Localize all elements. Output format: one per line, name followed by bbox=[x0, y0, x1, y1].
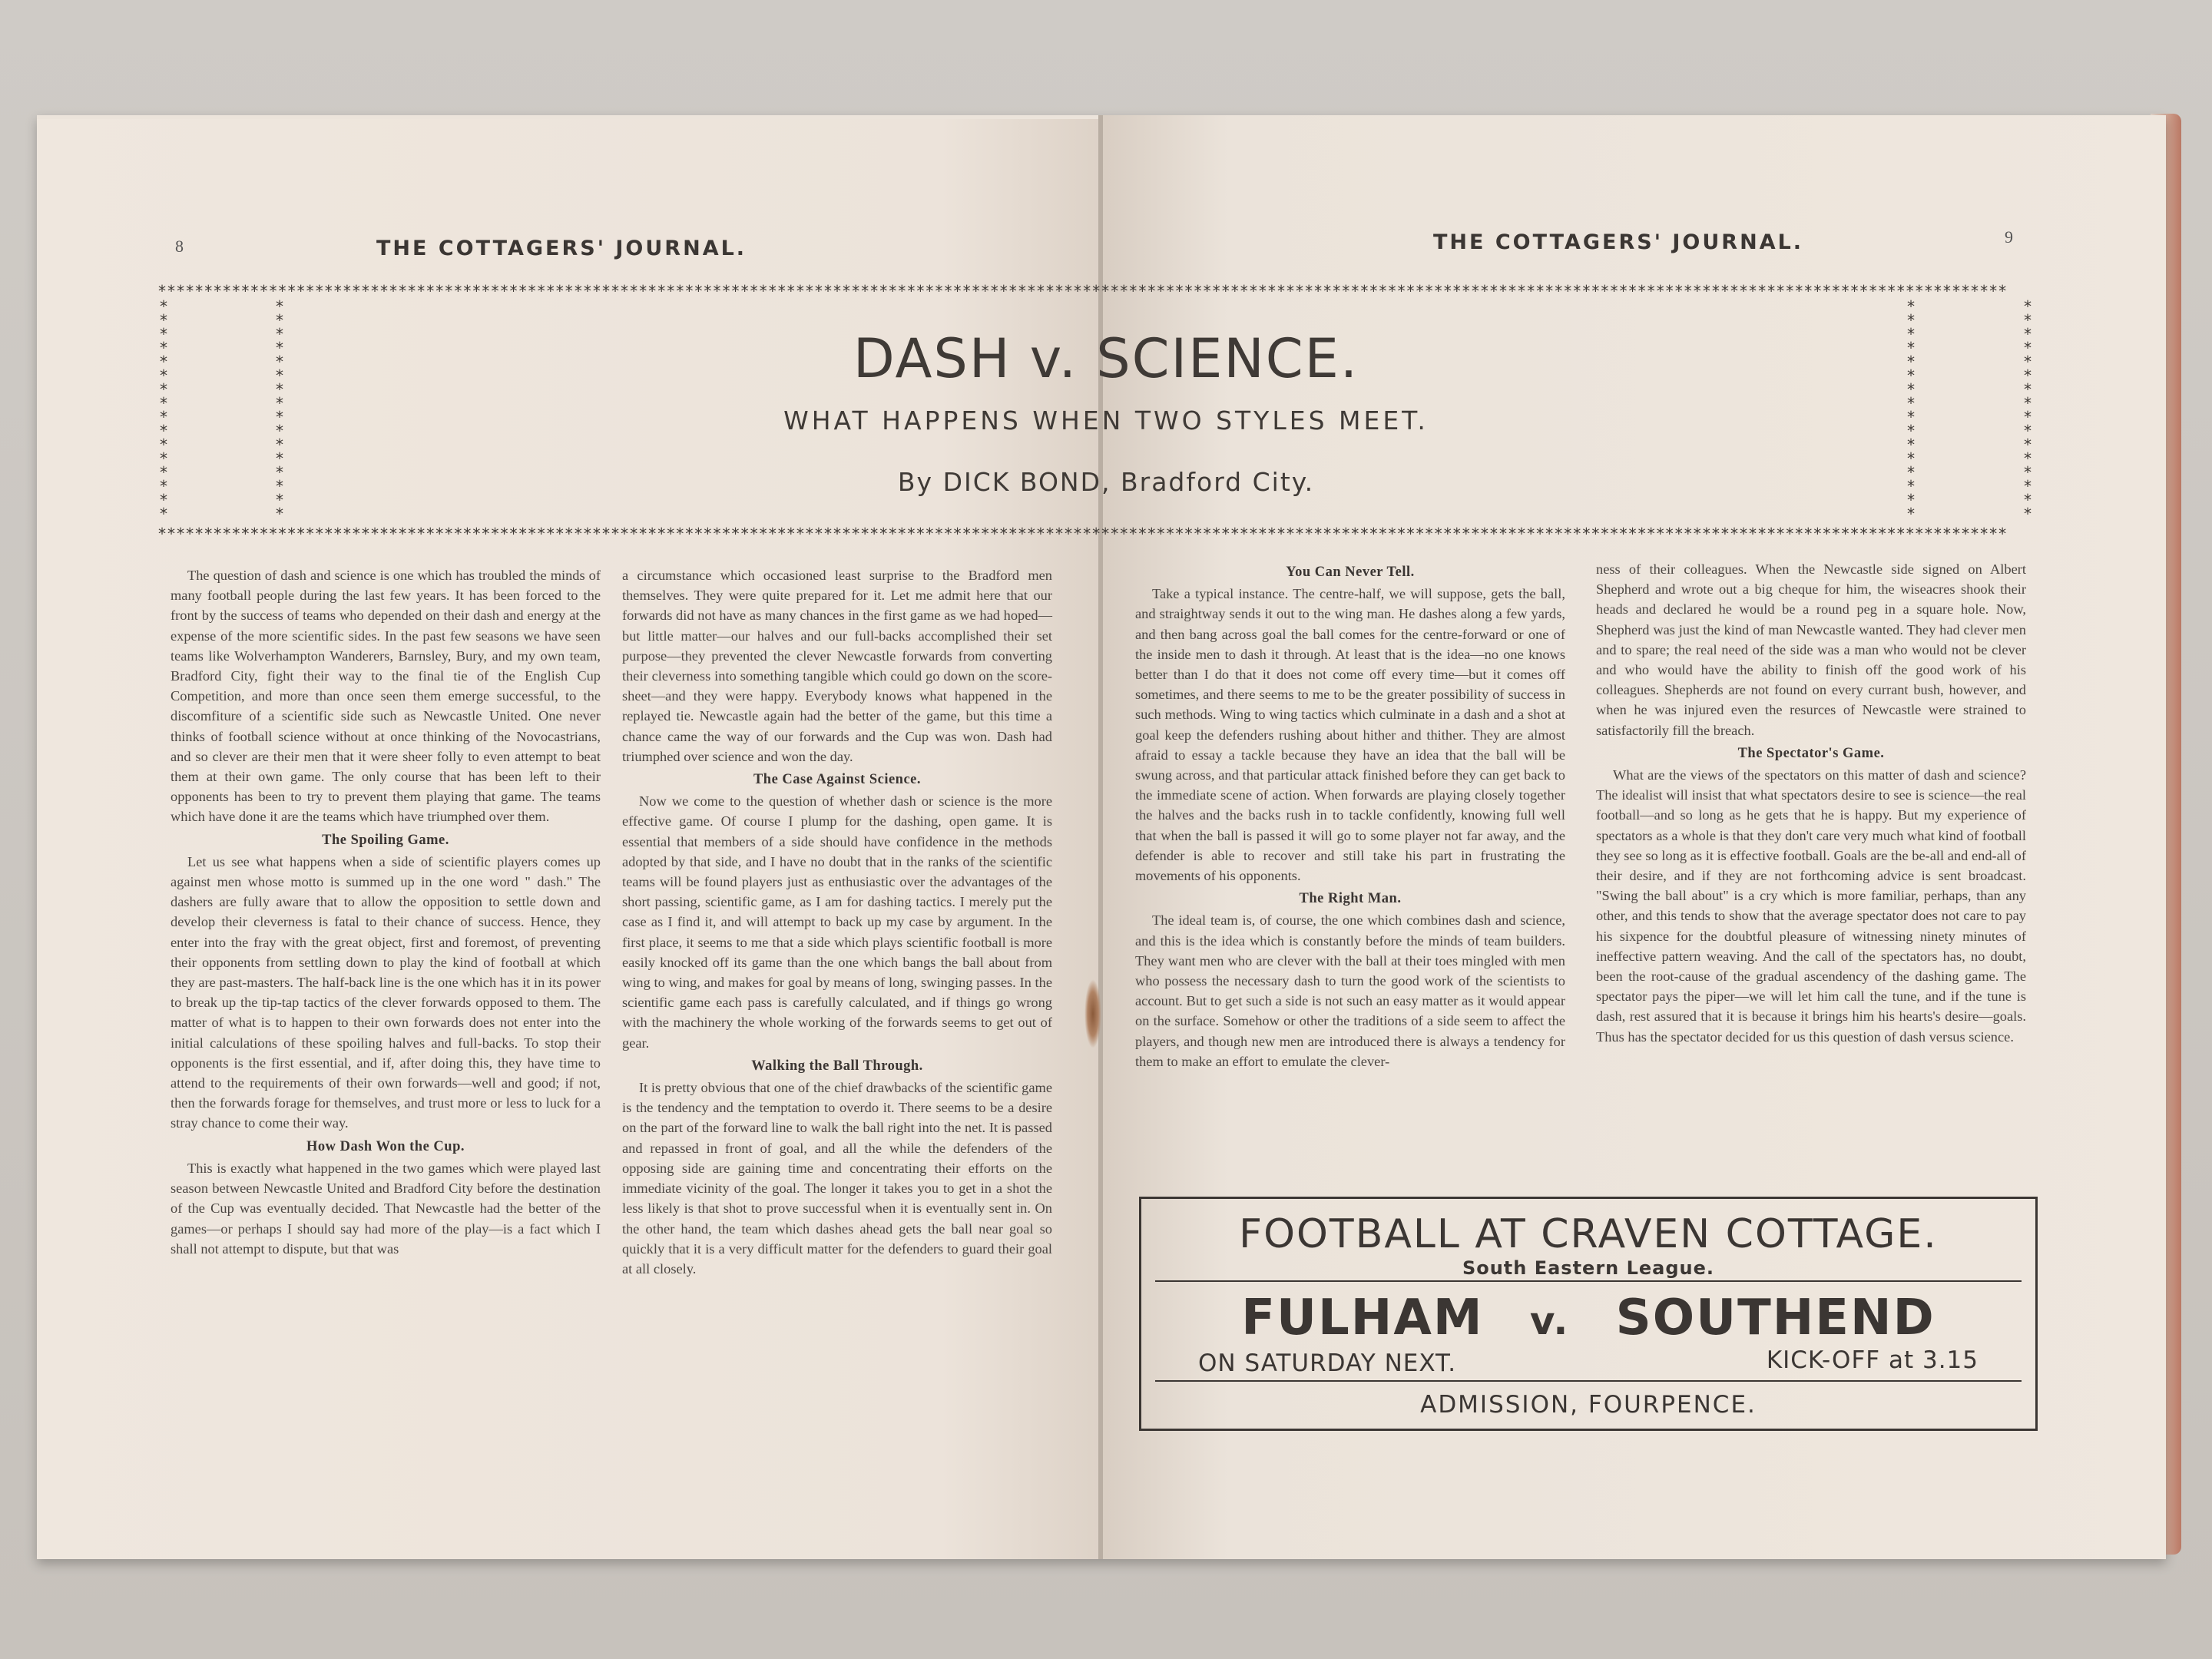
section-heading: The Spectator's Game. bbox=[1737, 745, 1885, 761]
left-folio: 8 bbox=[175, 237, 184, 256]
paragraph: It is pretty obvious that one of the chief drawbacks of the scientific game is the tendency and the temptation to overdo it. There seems to be a desire on the part of the forward line to walk the ball right into the net. It is passed and repassed in front of goal, and all the while the defenders of the opposing side are gaining time and concentrating their efforts on the immediate vicinity of the goal. The longer it takes you to get in a shot the less likely is that shot to prove successful when it is eventually sent in. On the other hand, the team which dashes ahead gets the ball near goal so quickly that it is a very difficult matter for the defenders to guard their goal at all closely. bbox=[622, 1080, 1052, 1277]
star-border-right-outer: **************** bbox=[2022, 300, 2033, 523]
ad-away-team: SOUTHEND bbox=[1615, 1290, 1936, 1346]
paragraph: The ideal team is, of course, the one which combines dash and science, and this is the idea which is constantly before the minds of team builders. They want men who are clever with the ball at their toes mingled with men who possess the necessary dash to turn the good work of the scientists to account. But to get such a side is not such an easy matter as it would appear on the surface. Somehow or other the traditions of a side seem to affect the players, and though new men are introduced there is always a tendency for them to make an effort to emulate the clever- bbox=[1135, 912, 1565, 1069]
paragraph: Let us see what happens when a side of scientific players comes up against men whose motto is summed up in the one word " dash." The dashers are fully aware that to allow the opposition to settle down and develop their cleverness is fatal to their chance of success. Hence, they enter into the fray with the great object, first and foremost, of preventing their opponents from settling down to play the kind of football at which they are past-masters. The half-back line is the one which has it in its power to break up the tip-tap tactics of the clever forwards opposed to them. The matter of what is to happen to their own forwards does not enter into the initial calculations of these spoiling halves and full-backs. To stop their opponents is the first essential, and if, after doing this, they have time to attend to the requirements of their own forwards—well and good; if not, then the forwards forage for themselves, and trust more or less to luck for a stray chance to come their way. bbox=[171, 853, 601, 1131]
paragraph: Now we come to the question of whether dash or science is the more effective game. Of course I plump for the dashing, open game. It is essential that members of a side should have confidence in the methods adopted by that side, and I have no doubt that in the ranks of the scientific teams will be found players just as enthusiastic over the advantages of the short passing, scientific game, as I am for dashing tactics. I merely put the case as I find it, and will attempt to back up my case by argument. In the first place, it seems to me that a side which plays scientific football is more easily knocked off its game than the one which bangs the ball about from wing to wing, and makes for goal by means of long, swinging passes. In the scientific game each pass is carefully calculated, and if things go wrong with the machinery the whole working of the forwards seems to get out of gear. bbox=[622, 793, 1052, 1051]
ad-versus: v. bbox=[1529, 1299, 1570, 1343]
ad-admission: ADMISSION, FOURPENCE. bbox=[1420, 1391, 1757, 1419]
paragraph: a circumstance which occasioned least surprise to the Bradford men themselves. They were quite prepared for it. Let me admit here that our forwards did not have as many chances in the first game as we had hoped—but little matter—our halves and our full-backs accomplished their set purpose—they prevented the clever Newcastle forwards from converting their cleverness into something tangible which could go down on the score-sheet—and they were happy. Everybody knows what happened in the replayed tie. Newcastle again had the better of the game, but this time a chance came the way of our forwards and the Cup was won. Dash had triumphed over science and won the day. bbox=[622, 568, 1052, 764]
right-folio: 9 bbox=[2005, 227, 2013, 247]
paragraph: This is exactly what happened in the two games which were played last season between Newcastle United and Bradford City before the destination of the Cup was eventually decided. That Newcastle had the better of the games—or perhaps I should say had more of the play—is a fact which I shall not attempt to dispute, but that was bbox=[171, 1160, 601, 1257]
ad-kickoff: KICK-OFF at 3.15 bbox=[1766, 1346, 1979, 1374]
ad-rule-bottom bbox=[1155, 1380, 2022, 1382]
section-heading: The Case Against Science. bbox=[753, 772, 922, 788]
match-advertisement bbox=[1139, 1197, 2038, 1431]
article-subtitle: WHAT HAPPENS WHEN TWO STYLES MEET. bbox=[783, 406, 1429, 435]
star-border-left-inner: **************** bbox=[274, 300, 285, 523]
right-running-head: THE COTTAGERS' JOURNAL. bbox=[1433, 230, 1804, 254]
paragraph: ness of their colleagues. When the Newcastle side signed on Albert Shepherd and wrote out a big cheque for him, the wiseacres shook their heads and declared he would be a round peg in a square hole. Now, Shepherd was just the kind of man Newcastle wanted. They had clever men and to spare; the real need of the side was a man who would not be clever and who would have the ability to finish off the good work of his colleagues. Shepherds are not found on every currant bush, however, and when he was injured even the resurces of Newcastle were strained to satisfactorily fill the breach. bbox=[1596, 561, 2026, 738]
section-heading: The Spoiling Game. bbox=[322, 832, 449, 848]
ad-fixture bbox=[1141, 1290, 2035, 1346]
column-3 bbox=[1135, 559, 1565, 1071]
star-border-bottom: ******************************************************************************************************************************************************************************************************** bbox=[157, 527, 2008, 542]
star-border-top: ******************************************************************************************************************************************************************************************************** bbox=[157, 284, 2008, 300]
ad-date: ON SATURDAY NEXT. bbox=[1198, 1349, 1457, 1377]
ad-rule-top bbox=[1155, 1280, 2022, 1282]
section-heading: You Can Never Tell. bbox=[1286, 565, 1415, 580]
section-heading: Walking the Ball Through. bbox=[751, 1058, 923, 1074]
ad-headline: FOOTBALL AT CRAVEN COTTAGE. bbox=[1239, 1211, 1938, 1257]
ad-league: South Eastern League. bbox=[1462, 1257, 1715, 1279]
column-2 bbox=[622, 565, 1052, 1279]
article-title: DASH v. SCIENCE. bbox=[853, 327, 1359, 390]
paragraph: The question of dash and science is one which has troubled the minds of many football people during the last few years. It has been forced to the front by the success of teams who depended on their dash and energy at the expense of the more scientific sides. In the past few seasons we have seen teams like Wolverhampton Wanderers, Barnsley, Bury, and my own team, Bradford City, fight their way to the final tie of the English Cup Competition, and more than once seen them emerge successful, to the discomfiture of a scientific side such as Newcastle United. One never thinks of football science without at once thinking of the Novocastrians, and so clever are their men that it were sheer folly to even attempt to beat them at their own game. The only course that has been left to their opponents has been to try to prevent them playing that game. The teams which have done it are the teams which have triumphed over them. bbox=[171, 568, 601, 825]
star-border-right-inner: **************** bbox=[1906, 300, 1916, 523]
section-heading: How Dash Won the Cup. bbox=[306, 1138, 465, 1154]
column-1 bbox=[171, 565, 601, 1259]
star-border-left-outer: **************** bbox=[158, 300, 169, 523]
paragraph: Take a typical instance. The centre-half, we will suppose, gets the ball, and straightway sends it out to the wing man. He dashes along a few yards, and then bang across goal the ball comes for the centre-forward or one of the inside men to dash it through. At least that is the idea—no one knows better than I do that it does not come off every time—but it comes off sometimes, and there seems to me to be the greater possibility of success in such methods. Wing to wing tactics which culminate in a dash and a shot at goal keep the defenders rushing about hither and thither. They are almost afraid to essay a tackle because they have an idea that the ball will be swung across, and that particular attack finished before they can get back to the immediate scene of action. When forwards are playing closely together the halves and the backs rush in to tackle confidently, knowing full well that when the ball is passed it will go to some player not far away, and the defender is able to recover and still take his part in frustrating the movements of his opponents. bbox=[1135, 586, 1565, 884]
paragraph: What are the views of the spectators on this matter of dash and science? The idealist will insist that what spectators desire to see is science—the real football—and so long as he gets that he is happy. But my experience of spectators as a whole is that they don't care very much what kind of football they see so long as it is effective football. Goals are the be-all and end-all of their desire, and if they are not forthcoming advice is sent broadcast. "Swing the ball about" is a cry which is more familiar, perhaps, than any other, and this tends to show that the average spectator does not care to pay his sixpence for the doubtful pleasure of witnessing ninety minutes of ineffective pattern weaving. And the call of the spectators has, no doubt, been the root-cause of the gradual ascendency of the dashing game. The spectator pays the piper—we will let him call the tune, and if the tune is dash, rest assured that it is because it brings him his hearts's desire—goals. Thus has the spectator decided for us this question of dash versus science. bbox=[1596, 767, 2026, 1045]
spine-tear bbox=[1084, 979, 1101, 1048]
section-heading: The Right Man. bbox=[1299, 891, 1402, 907]
column-4 bbox=[1596, 559, 2026, 1047]
left-running-head: THE COTTAGERS' JOURNAL. bbox=[376, 237, 747, 260]
article-byline: By DICK BOND, Bradford City. bbox=[897, 467, 1315, 497]
ad-home-team: FULHAM bbox=[1241, 1290, 1484, 1346]
